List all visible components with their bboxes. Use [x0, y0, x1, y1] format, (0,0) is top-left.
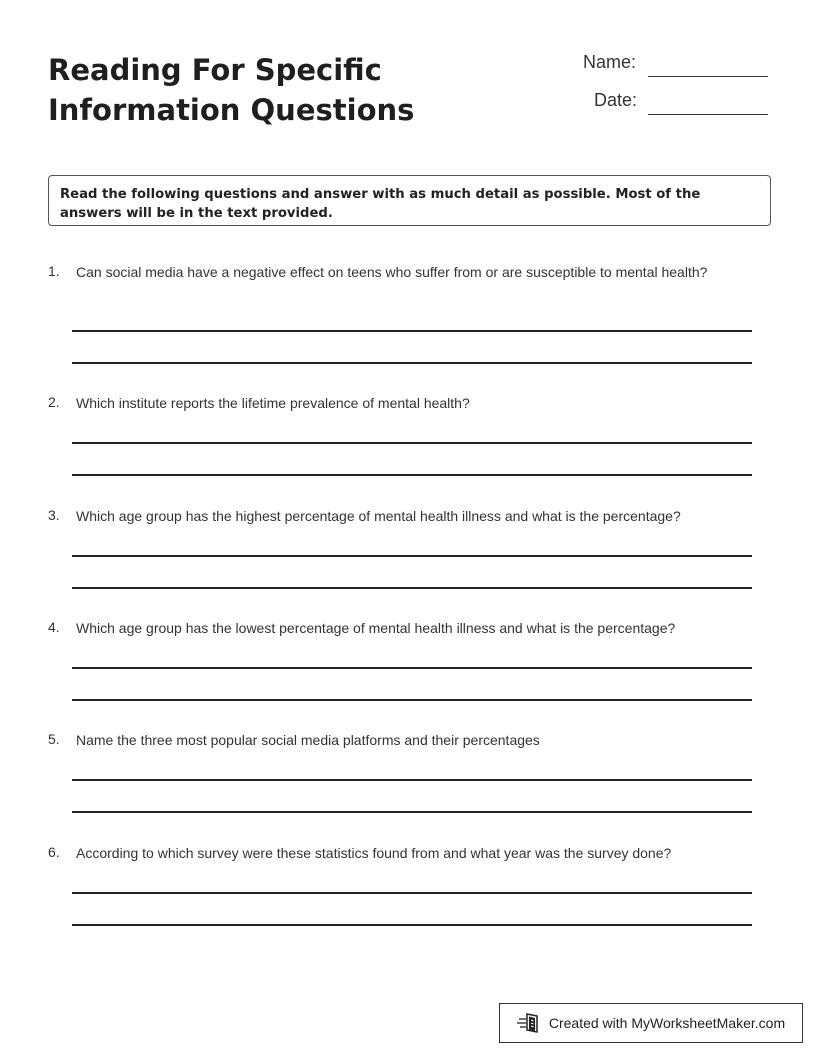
question-number: 5. — [48, 731, 60, 747]
date-field[interactable] — [648, 114, 768, 115]
question-text: Which institute reports the lifetime prevalence of mental health? — [76, 395, 470, 411]
footer-badge[interactable] — [499, 1003, 803, 1043]
name-label: Name: — [583, 52, 637, 72]
question-number: 2. — [48, 394, 60, 410]
answer-line-2b[interactable] — [72, 474, 752, 476]
question-number: 3. — [48, 507, 60, 523]
page-title — [48, 50, 518, 130]
answer-line-4b[interactable] — [72, 699, 752, 701]
answer-line-6a[interactable] — [72, 892, 752, 894]
answer-line-1b[interactable] — [72, 362, 752, 364]
answer-line-1a[interactable] — [72, 330, 752, 332]
answer-line-4a[interactable] — [72, 667, 752, 669]
answer-line-6b[interactable] — [72, 924, 752, 926]
title-line-2: Information Questions — [48, 93, 415, 127]
question-text: Which age group has the lowest percentage of mental health illness and what is the percentage? — [76, 620, 676, 636]
date-label: Date: — [594, 90, 638, 110]
footer-label: Created with MyWorksheetMaker.com — [548, 1015, 786, 1031]
instructions-box: Read the following questions and answer with as much detail as possible. Most of the answers will be in the text provided. — [48, 175, 771, 226]
question-text: Which age group has the highest percentage of mental health illness and what is the percentage? — [76, 508, 681, 524]
question-text: Can social media have a negative effect on teens who suffer from or are susceptible to mental health? — [76, 264, 708, 280]
title-line-1: Reading For Specific — [48, 53, 382, 87]
answer-line-2a[interactable] — [72, 442, 752, 444]
question-text: Name the three most popular social media platforms and their percentages — [76, 732, 540, 748]
question-text: According to which survey were these statistics found from and what year was the survey done? — [76, 845, 672, 861]
question-number: 4. — [48, 619, 60, 635]
name-field[interactable] — [648, 76, 768, 77]
answer-line-5a[interactable] — [72, 779, 752, 781]
question-number: 6. — [48, 844, 60, 860]
question-number: 1. — [48, 263, 60, 279]
worksheet-maker-logo-icon — [517, 1012, 543, 1034]
answer-line-5b[interactable] — [72, 811, 752, 813]
answer-line-3a[interactable] — [72, 555, 752, 557]
answer-line-3b[interactable] — [72, 587, 752, 589]
